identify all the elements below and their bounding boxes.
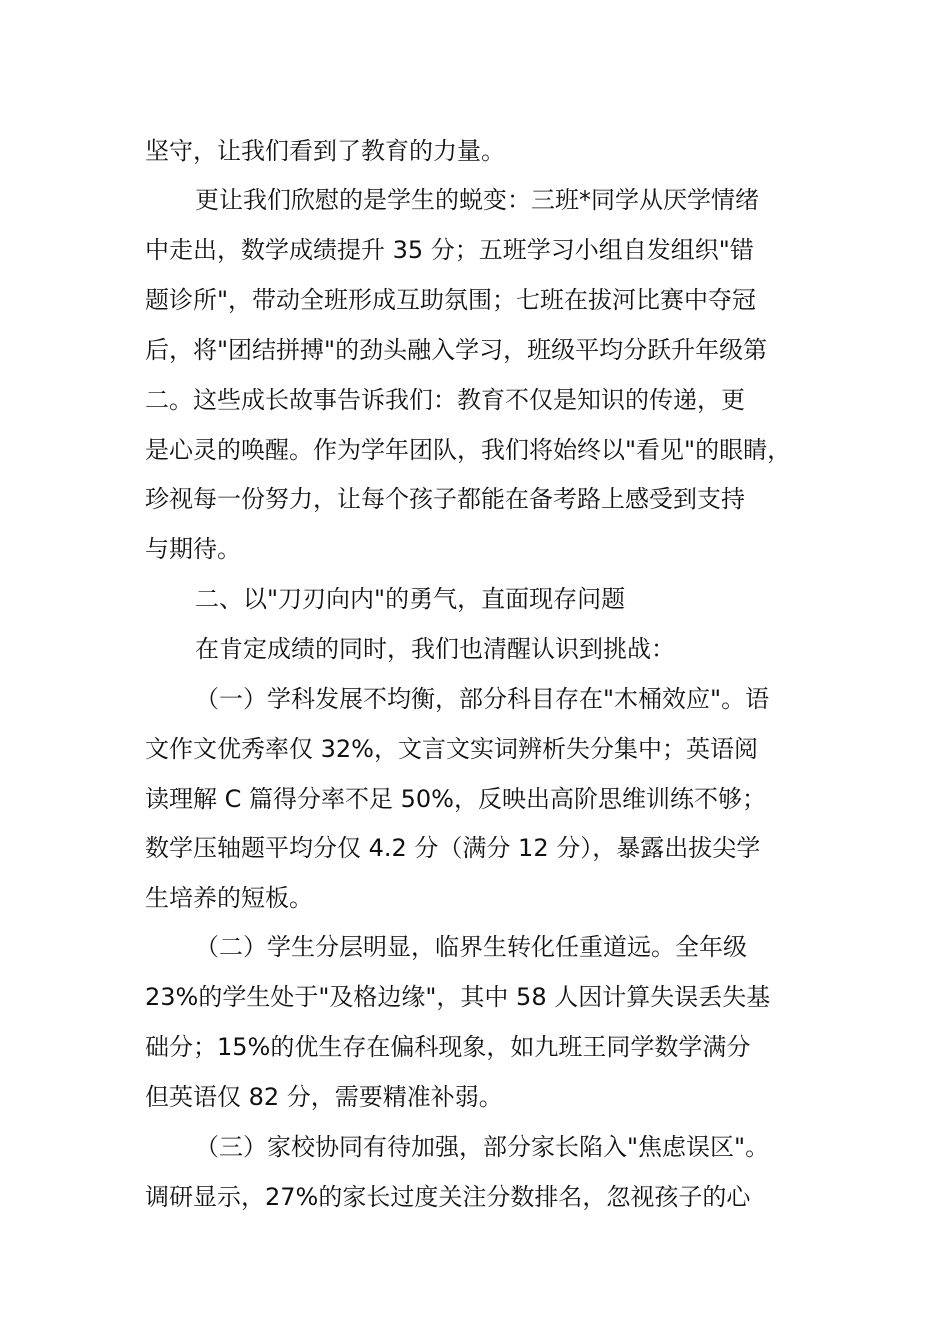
text-line: 数学压轴题平均分仅 4.2 分（满分 12 分），暴露出拔尖学: [145, 834, 761, 862]
subsection-first-line: （三）家校协同有待加强，部分家长陷入"焦虑误区"。: [195, 1133, 770, 1161]
paragraph-first-line: 在肯定成绩的同时，我们也清醒认识到挑战：: [195, 635, 675, 663]
text-line: 础分；15%的优生存在偏科现象，如九班王同学数学满分: [145, 1033, 751, 1061]
section-heading: 二、以"刀刃向内"的勇气，直面现存问题: [195, 585, 626, 613]
text-line: 是心灵的唤醒。作为学年团队，我们将始终以"看见"的眼睛，: [145, 436, 792, 464]
text-line: 后，将"团结拼搏"的劲头融入学习，班级平均分跃升年级第: [145, 336, 768, 364]
text-line: 调研显示，27%的家长过度关注分数排名，忽视孩子的心: [145, 1183, 751, 1211]
text-line: 读理解 C 篇得分率不足 50%，反映出高阶思维训练不够；: [145, 785, 766, 813]
paragraph-first-line: 更让我们欣慰的是学生的蜕变：三班*同学从厌学情绪: [195, 186, 759, 214]
text-line: 23%的学生处于"及格边缘"，其中 58 人因计算失误丢失基: [145, 983, 771, 1011]
subsection-first-line: （一）学科发展不均衡，部分科目存在"木桶效应"。语: [195, 685, 770, 713]
text-line: 题诊所"，带动全班形成互助氛围；七班在拔河比赛中夺冠: [145, 286, 757, 314]
text-line: 但英语仅 82 分，需要精准补弱。: [145, 1083, 503, 1111]
text-line: 文作文优秀率仅 32%，文言文实词辨析失分集中；英语阅: [145, 735, 758, 763]
text-line: 二。这些成长故事告诉我们：教育不仅是知识的传递，更: [145, 386, 745, 414]
text-line: 珍视每一份努力，让每个孩子都能在备考路上感受到支持: [145, 485, 745, 513]
text-line: 生培养的短板。: [145, 884, 313, 912]
subsection-first-line: （二）学生分层明显，临界生转化任重道远。全年级: [195, 933, 747, 961]
text-line: 与期待。: [145, 535, 241, 563]
text-line: 坚守，让我们看到了教育的力量。: [145, 137, 505, 165]
text-line: 中走出，数学成绩提升 35 分；五班学习小组自发组织"错: [145, 236, 754, 264]
